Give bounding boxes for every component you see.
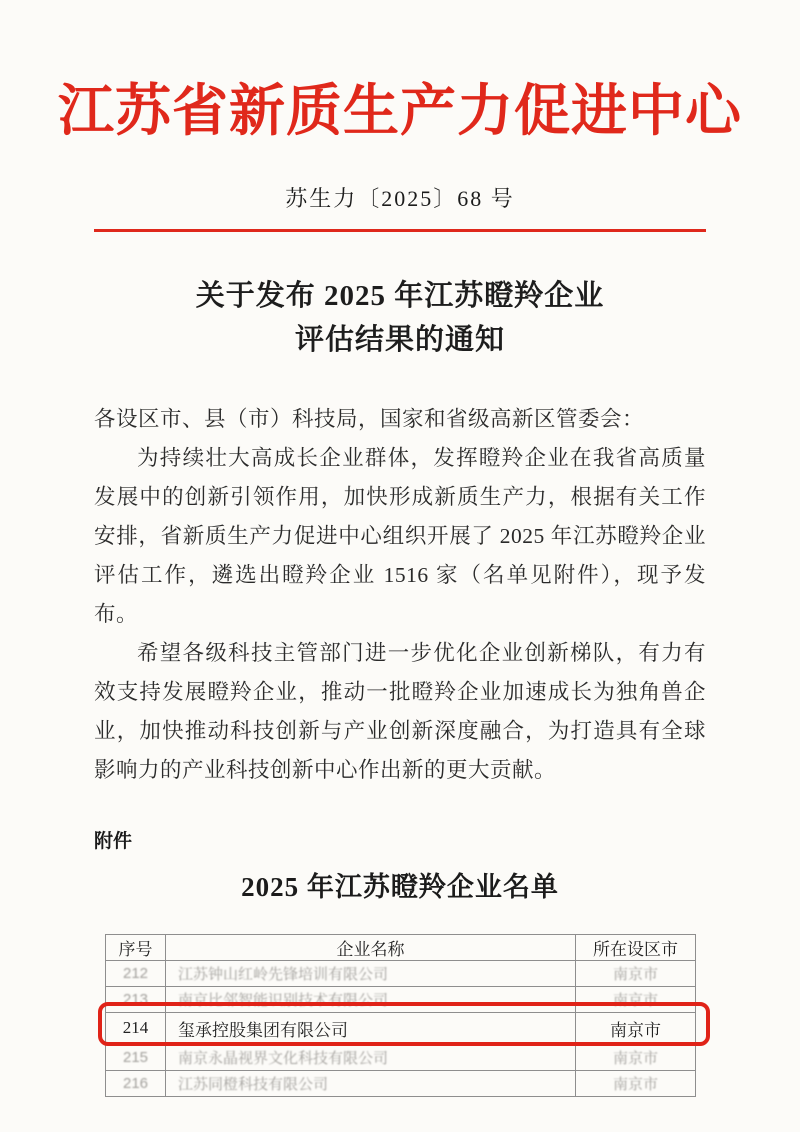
cell-no: 214	[106, 1012, 166, 1044]
table-header-company: 企业名称	[166, 934, 576, 960]
cell-city: 南京市	[576, 1070, 696, 1096]
cell-company: 江苏同橙科技有限公司	[166, 1070, 576, 1096]
cell-city: 南京市	[576, 1012, 696, 1044]
attachment-label: 附件	[94, 830, 133, 852]
cell-city: 南京市	[576, 1044, 696, 1070]
company-table-body	[106, 960, 696, 1096]
cell-no: 212	[106, 960, 166, 986]
cell-company: 玺承控股集团有限公司	[166, 1012, 576, 1044]
document-title-line2: 评估结果的通知	[294, 323, 505, 356]
document-title	[0, 274, 800, 362]
doc-number: 苏生力〔2025〕68 号	[285, 185, 515, 211]
cell-company: 江苏钟山红岭先锋培训有限公司	[166, 960, 576, 986]
document-body	[94, 400, 706, 790]
cell-city: 南京市	[576, 960, 696, 986]
table-row	[106, 960, 696, 986]
cell-no: 215	[106, 1044, 166, 1070]
table-row-highlighted	[106, 1012, 696, 1044]
document-title-line1: 关于发布 2025 年江苏瞪羚企业	[195, 279, 605, 312]
body-paragraph-2: 希望各级科技主管部门进一步优化企业创新梯队，有力有效支持发展瞪羚企业，推动一批瞪羚企业加速成长为独角兽企业，加快推动科技创新与产业创新深度融合，为打造具有全球影响力的产业科技创新中心作出新的更大贡献。	[94, 640, 706, 782]
company-table	[105, 934, 696, 1097]
table-row	[106, 1044, 696, 1070]
table-row	[106, 986, 696, 1012]
body-paragraph-1: 为持续壮大高成长企业群体，发挥瞪羚企业在我省高质量发展中的创新引领作用，加快形成新质生产力，根据有关工作安排，省新质生产力促进中心组织开展了 2025 年江苏瞪羚企业评估工作，遴选出瞪羚企业 1516 家（名单见附件），现予发布。	[94, 445, 706, 626]
table-row	[106, 1070, 696, 1096]
table-header-city: 所在设区市	[576, 934, 696, 960]
cell-company: 南京比邻智能识别技术有限公司	[166, 986, 576, 1012]
cell-no: 213	[106, 986, 166, 1012]
cell-city: 南京市	[576, 986, 696, 1012]
company-table-wrap	[105, 934, 695, 1097]
cell-company: 南京永晶视界文化科技有限公司	[166, 1044, 576, 1070]
cell-no: 216	[106, 1070, 166, 1096]
salutation: 各设区市、县（市）科技局，国家和省级高新区管委会：	[94, 406, 645, 431]
attachment-title: 2025 年江苏瞪羚企业名单	[241, 871, 559, 902]
table-header-row	[106, 934, 696, 960]
org-title: 江苏省新质生产力促进中心	[58, 81, 742, 143]
table-header-no: 序号	[106, 934, 166, 960]
red-divider	[94, 229, 706, 232]
